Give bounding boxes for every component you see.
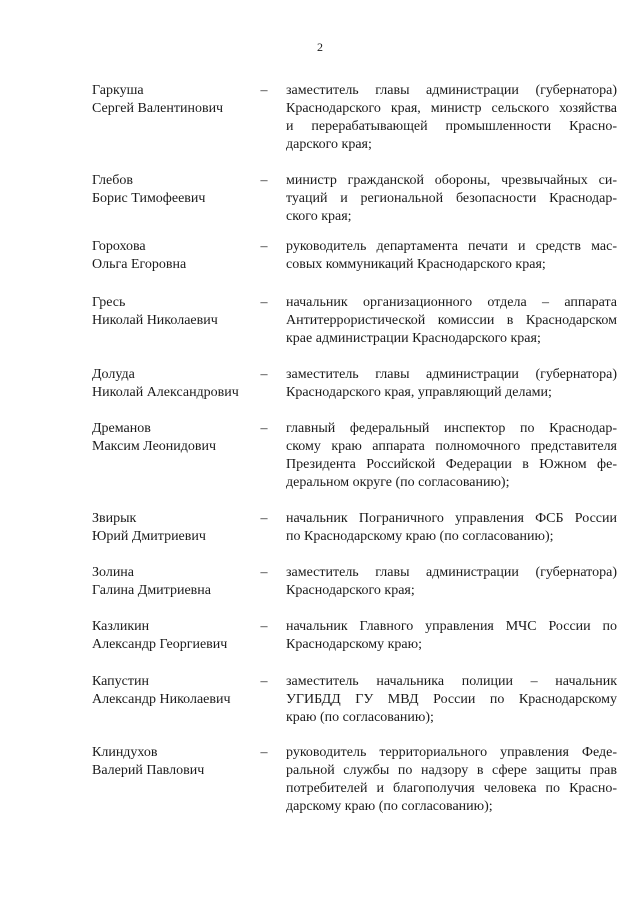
member-given-name: Сергей Валентинович [92,101,224,116]
member-given-name: Валерий Павлович [92,763,205,778]
member-role [286,238,617,274]
role-line: УГИБДД ГУ МВД России по Краснодарскому [286,692,617,707]
member-role [286,618,617,654]
dash-separator: – [260,239,268,254]
member-surname: Дреманов [92,421,151,436]
role-line: Президента Российской Федерации в Южном фе- [286,457,617,472]
dash-separator: – [260,367,268,382]
member-name [92,510,267,546]
role-line: Краснодарскому краю; [286,637,422,652]
member-surname: Клиндухов [92,745,158,760]
member-name [92,420,267,456]
role-line: Краснодарского края, управляющий делами; [286,385,552,400]
member-role [286,294,617,348]
role-line: главный федеральный инспектор по Краснодар- [286,421,617,436]
member-surname: Казликин [92,619,150,634]
role-line: потребителей и благополучия человека по Красно- [286,781,617,796]
role-line: совых коммуникаций Краснодарского края; [286,257,546,272]
role-line: заместитель главы администрации (губернатора) [286,83,617,98]
member-role [286,744,617,816]
member-given-name: Николай Александрович [92,385,239,400]
role-line: Краснодарского края; [286,583,415,598]
role-line: Антитеррористической комиссии в Краснодарском [286,313,617,328]
member-given-name: Александр Георгиевич [92,637,228,652]
role-line: туаций и региональной безопасности Краснодар- [286,191,617,206]
member-given-name: Максим Леонидович [92,439,217,454]
dash-separator: – [260,745,268,760]
dash-separator: – [260,83,268,98]
member-role [286,82,617,154]
dash-separator: – [260,295,268,310]
role-line: Краснодарского края, министр сельского хозяйства [286,101,617,116]
role-line: дарскому краю (по согласованию); [286,799,493,814]
member-given-name: Галина Дмитриевна [92,583,211,598]
role-line: скому краю аппарата полномочного представителя [286,439,617,454]
role-line: и перерабатывающей промышленности Красно- [286,119,617,134]
role-line: ского края; [286,209,352,224]
member-given-name: Александр Николаевич [92,692,231,707]
role-line: деральном округе (по согласованию); [286,475,510,490]
member-given-name: Борис Тимофеевич [92,191,206,206]
member-name [92,82,267,118]
member-surname: Гаркуша [92,83,144,98]
role-line: заместитель главы администрации (губернатора) [286,565,617,580]
member-surname: Гресь [92,295,126,310]
member-surname: Глебов [92,173,133,188]
member-surname: Золина [92,565,135,580]
role-line: начальник Пограничного управления ФСБ России [286,511,617,526]
dash-separator: – [260,511,268,526]
role-line: начальник Главного управления МЧС России по [286,619,617,634]
member-given-name: Ольга Егоровна [92,257,187,272]
role-line: руководитель территориального управления Феде- [286,745,617,760]
member-role [286,673,617,727]
role-line: руководитель департамента печати и средств мас- [286,239,617,254]
member-name [92,744,267,780]
role-line: ральной службы по надзору в сфере защиты прав [286,763,617,778]
dash-separator: – [260,173,268,188]
member-surname: Звирык [92,511,137,526]
dash-separator: – [260,565,268,580]
member-role [286,366,617,402]
member-given-name: Юрий Дмитриевич [92,529,206,544]
role-line: краю (по согласованию); [286,710,434,725]
role-line: министр гражданской обороны, чрезвычайных си- [286,173,617,188]
member-role [286,172,617,226]
member-surname: Горохова [92,239,146,254]
dash-separator: – [260,674,268,689]
dash-separator: – [260,421,268,436]
member-name [92,238,267,274]
role-line: крае администрации Краснодарского края; [286,331,541,346]
member-given-name: Николай Николаевич [92,313,218,328]
member-role [286,420,617,492]
dash-separator: – [260,619,268,634]
member-name [92,294,267,330]
member-surname: Капустин [92,674,149,689]
member-role [286,510,617,546]
page-number: 2 [317,40,323,54]
member-name [92,366,267,402]
member-surname: Долуда [92,367,135,382]
member-name [92,618,267,654]
member-name [92,673,267,709]
member-name [92,172,267,208]
role-line: заместитель главы администрации (губернатора) [286,367,617,382]
member-name [92,564,267,600]
role-line: по Краснодарскому краю (по согласованию); [286,529,554,544]
role-line: дарского края; [286,137,372,152]
member-role [286,564,617,600]
role-line: начальник организационного отдела – аппарата [286,295,617,310]
role-line: заместитель начальника полиции – начальник [286,674,617,689]
